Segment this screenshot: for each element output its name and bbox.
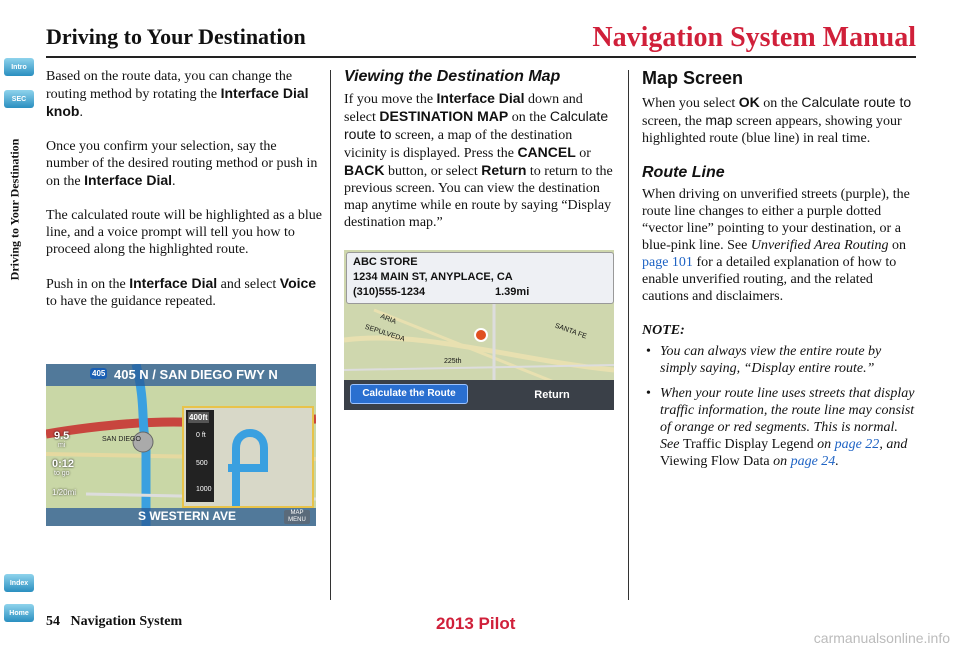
page-link[interactable]: page 24 xyxy=(790,454,836,469)
header-rule xyxy=(46,56,916,58)
current-road: 405 N / SAN DIEGO FWY N xyxy=(114,367,278,382)
footer-page: 54 Navigation System xyxy=(46,614,183,629)
time-label: to go xyxy=(54,470,70,477)
map-scale: 1/20mi xyxy=(52,488,77,497)
paragraph: If you move the Interface Dial down and select DESTINATION MAP on the Calculate route to screen, a map of the destination vicinity is displayed. Press the CANCEL or BACK button, or select Return to return to the previous screen. You can view the destination map anytime while en route by saying “Display destination map.” xyxy=(344,90,613,230)
column-divider xyxy=(628,70,629,600)
column-1 xyxy=(46,68,322,327)
list-item: • When your route line uses streets that display traffic information, the route line may consist of orange or red segments. This is normal. See Traffic Display Legend on page 22, and Viewing Flow Data on page 24. xyxy=(642,385,916,470)
side-section-label: Driving to Your Destination xyxy=(7,138,22,281)
manual-title: Navigation System Manual xyxy=(592,22,916,53)
page-link[interactable]: page 101 xyxy=(642,255,693,270)
zoom-mark-1000: 1000 xyxy=(196,486,212,493)
calculate-route-button[interactable]: Calculate the Route xyxy=(350,384,468,404)
column-2 xyxy=(344,68,616,248)
place-address: 1234 MAIN ST, ANYPLACE, CA xyxy=(353,271,513,283)
paragraph: Push in on the Interface Dial and select Voice to have the guidance repeated. xyxy=(46,275,317,309)
destination-map-screenshot xyxy=(344,250,614,410)
page-link[interactable]: page 22 xyxy=(834,437,880,452)
time-value: 0:12 xyxy=(52,458,75,470)
zoom-distance: 400ft xyxy=(189,413,208,422)
section-heading: Viewing the Destination Map xyxy=(344,68,561,85)
section-heading: Map Screen xyxy=(642,68,744,88)
return-button[interactable]: Return xyxy=(534,389,570,401)
paragraph: When driving on unverified streets (purple), the route line changes to either a purple dotted “vector line” pointing to your destination, or a blue-pink line. See Unverified Area Routing on page 101 for a detailed explanation of how to enable unverified routing, and the related cautions and disclaimers. xyxy=(642,187,910,304)
shield-icon: 405 xyxy=(92,369,106,378)
paragraph: The calculated route will be highlighted as a blue line, and a voice prompt will tell you how to proceed along the highlighted route. xyxy=(46,208,323,257)
map-menu-button[interactable]: MAP MENU xyxy=(284,510,310,524)
note-label: NOTE: xyxy=(642,323,685,338)
map-label: SANTA FE xyxy=(553,322,588,341)
place-name: ABC STORE xyxy=(353,256,418,268)
column-divider xyxy=(330,70,331,600)
paragraph: Once you confirm your selection, say the number of the desired routing method or push in on the Interface Dial. xyxy=(46,139,318,189)
map-label: SEPULVEDA xyxy=(363,323,406,344)
place-phone: (310)555-1234 xyxy=(353,286,426,298)
destination-pin-icon xyxy=(474,328,488,342)
sec-tab[interactable]: SEC xyxy=(4,90,34,108)
street-name: S WESTERN AVE xyxy=(138,509,237,523)
watermark: carmanualsonline.info xyxy=(813,630,950,646)
paragraph: Based on the route data, you can change the routing method by rotating the Interface Dial knob. xyxy=(46,69,309,120)
index-tab[interactable]: Index xyxy=(4,574,34,592)
intersection-inset xyxy=(182,406,314,508)
footer-model: 2013 Pilot xyxy=(436,614,516,633)
section-title: Driving to Your Destination xyxy=(46,24,306,49)
guidance-map-screenshot xyxy=(46,364,316,526)
zoom-mark-500: 500 xyxy=(196,460,208,467)
map-label: SAN DIEGO xyxy=(102,436,141,443)
list-item: • You can always view the entire route by simply saying, “Display entire route.” xyxy=(642,343,916,377)
map-label: 225th xyxy=(444,358,462,365)
note-list xyxy=(642,343,916,470)
distance-unit: mi xyxy=(58,442,66,449)
intro-tab[interactable]: Intro xyxy=(4,58,34,76)
destination-info-box xyxy=(346,252,614,304)
home-tab[interactable]: Home xyxy=(4,604,34,622)
place-distance: 1.39mi xyxy=(495,286,530,298)
paragraph: When you select OK on the Calculate route to screen, the map screen appears, showing your highlighted route (blue line) in real time. xyxy=(642,94,912,146)
distance-value: 9.5 xyxy=(54,430,70,442)
map-label: ARIA xyxy=(379,313,398,326)
subsection-heading: Route Line xyxy=(642,164,725,181)
zoom-mark-0: 0 ft xyxy=(196,432,206,439)
column-3 xyxy=(642,68,916,478)
